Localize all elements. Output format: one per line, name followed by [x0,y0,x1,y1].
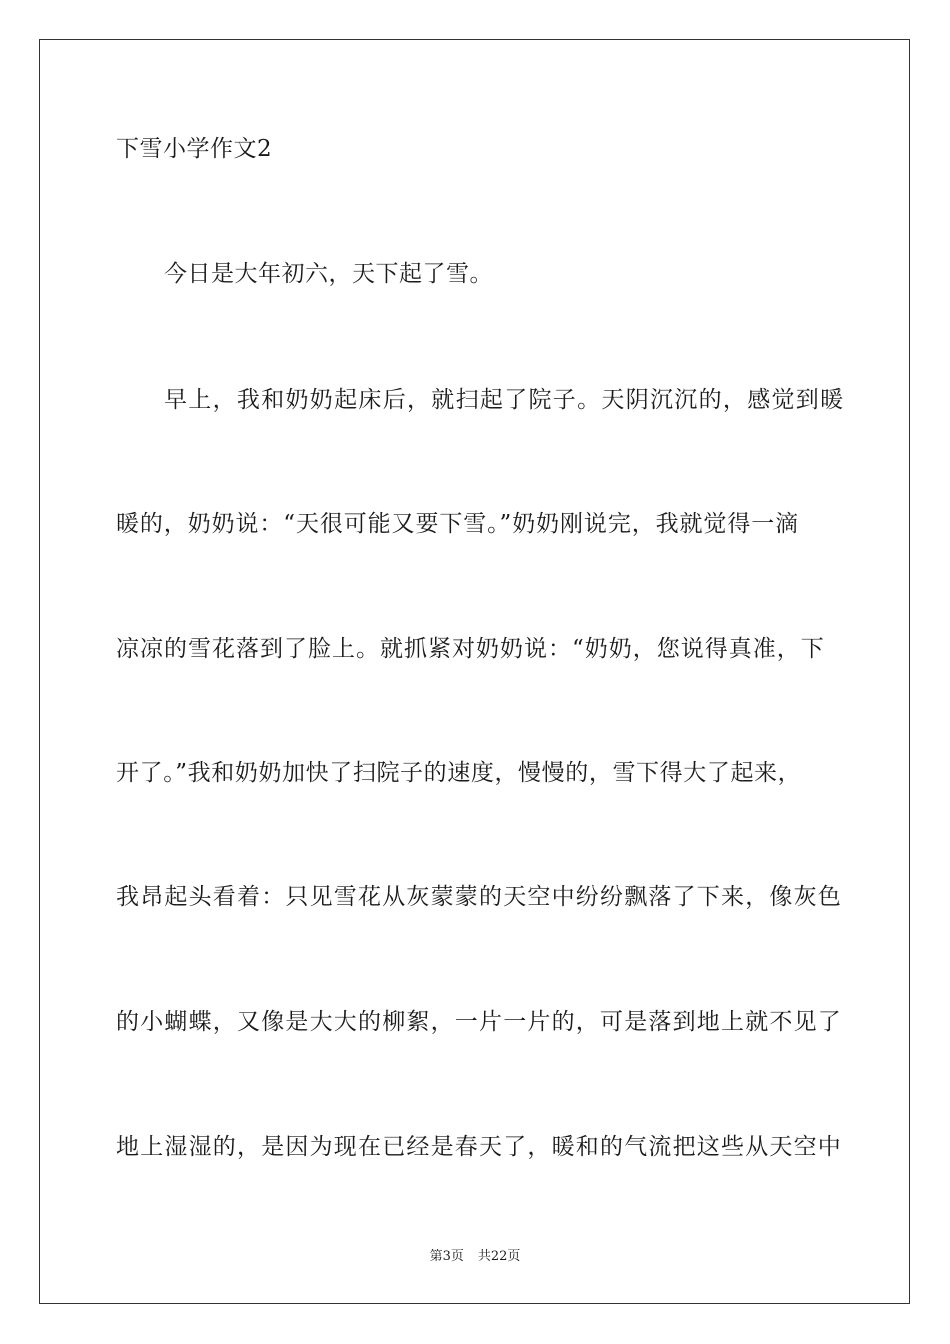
page-footer [0,1248,950,1266]
paragraph-line-3: 暖的，奶奶说：“天很可能又要下雪。”奶奶刚说完，我就觉得一滴 [116,511,800,537]
page-total: 共22页 [477,1249,521,1264]
paragraph-line-1: 今日是大年初六，天下起了雪。 [164,261,493,287]
paragraph-line-5: 开了。”我和奶奶加快了扫院子的速度，慢慢的，雪下得大了起来， [116,760,802,786]
paragraph-line-2: 早上，我和奶奶起床后，就扫起了院子。天阴沉沉的，感觉到暖 [164,387,845,413]
paragraph-line-8: 地上湿湿的，是因为现在已经是春天了，暖和的气流把这些从天空中 [116,1134,842,1160]
essay-title: 下雪小学作文2 [116,136,273,162]
paragraph-line-7: 的小蝴蝶，又像是大大的柳絮，一片一片的，可是落到地上就不见了 [116,1009,842,1035]
paragraph-line-4: 凉凉的雪花落到了脸上。就抓紧对奶奶说：“奶奶，您说得真准，下 [116,636,825,662]
page-border [39,39,910,1304]
page-number: 第3页 [429,1249,464,1264]
paragraph-line-6: 我昂起头看着：只见雪花从灰蒙蒙的天空中纷纷飘落了下来，像灰色 [116,884,842,910]
